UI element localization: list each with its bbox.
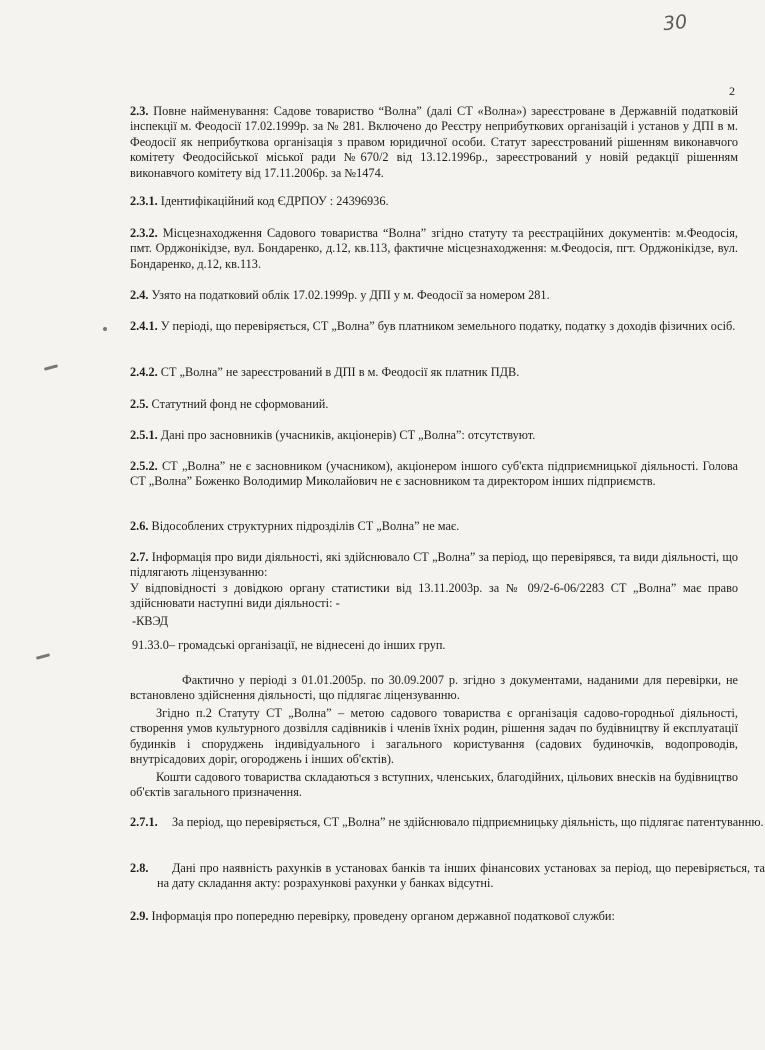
section-number: 2.7. — [130, 550, 149, 564]
section-number: 2.5.2. — [130, 459, 158, 473]
section-text: У періоді, що перевіряється, СТ „Волна” був платником земельного податку, податку з доходів фізичних осіб. — [160, 319, 736, 333]
section-2-4-2 — [130, 365, 738, 380]
section-text: Дані про наявність рахунків в установах банків та інших фінансових установах за період, що перевіряється, та на дату складання акту: розрахункові рахунки у банках відсутні. — [157, 861, 765, 891]
section-number: 2.3.2. — [130, 226, 158, 240]
section-2-8 — [130, 861, 765, 892]
page-number: 2 — [729, 84, 735, 98]
section-2-3-1 — [130, 194, 738, 209]
section-2-7-para-2: Згідно п.2 Статуту СТ „Волна” – метою садового товариства є організація садово-городньої діяльності, створення умов культурного дозвілля садівників і членів їхніх родин, рішення задач по будівництву й експлуатації будинків і споруджень індивідуального і загального користування (садових будиночків, водопроводів, внутрісадових доріг, огороджень і інших об'єктів). — [130, 706, 738, 767]
section-number: 2.3. — [130, 104, 149, 118]
section-text: Відособлених структурних підрозділів СТ „Волна” не має. — [151, 519, 460, 533]
section-2-7 — [130, 550, 738, 612]
section-number: 2.4. — [130, 288, 149, 302]
section-text: СТ „Волна” не зареєстрований в ДПІ в м. Феодосії як платник ПДВ. — [160, 365, 520, 379]
section-2-4-1 — [130, 319, 738, 334]
section-2-5-1 — [130, 428, 738, 443]
section-text: Інформація про попередню перевірку, проведену органом державної податкової служби: — [151, 909, 615, 923]
section-2-7-1 — [130, 815, 765, 830]
section-2-4 — [130, 288, 738, 303]
kved-label: -КВЭД — [132, 614, 168, 628]
kved-item: 91.33.0– громадські організації, не віднесені до інших груп. — [132, 638, 446, 652]
section-text: Статутний фонд не сформований. — [151, 397, 329, 411]
section-2-6 — [130, 519, 738, 534]
section-2-3-2 — [130, 226, 738, 272]
section-number: 2.7.1. — [130, 815, 158, 829]
section-2-7-para-1: Фактично у періоді з 01.01.2005р. по 30.09.2007 р. згідно з документами, наданими для перевірки, не встановлено здійснення діяльності, що підлягає ліцензуванню. — [130, 673, 738, 703]
section-number: 2.5.1. — [130, 428, 158, 442]
section-2-5-2 — [130, 459, 738, 490]
section-number: 2.9. — [130, 909, 149, 923]
section-text: Дані про засновників (учасників, акціонерів) СТ „Волна”: отсутствуют. — [160, 428, 536, 442]
scan-mark — [44, 364, 58, 371]
section-text: Повне найменування: Садове товариство “Волна” (далі СТ «Волна») зареєстроване в Державній податковій інспекції м. Феодосії 17.02.1999р. за № 281. Включено до Реєстру неприбуткових організацій і установ у ДПІ в м. Феодосії як неприбуткова організація з правом юридичної особи. Статут зареєстрований рішенням виконавчого комітету Феодосійської міської ради №670/2 від 13.12.1996р., зареєстрований у новій редакції рішенням виконавчого комітету від 17.11.2006р. за №1474. — [130, 104, 738, 180]
handwritten-page-number: 30 — [661, 10, 689, 36]
section-text: Місцезнаходження Садового товариства “Волна” згідно статуту та реєстраційних документів: м.Феодосія, пмт. Орджонікідзе, вул. Бондаренко, д.12, кв.113, фактичне місцезнаходження: м.Феодосія, пгт. Орджонікідзе, вул. Бондаренко, д.12, кв.113. — [130, 226, 739, 271]
section-2-3 — [130, 104, 738, 181]
section-2-7-para-3: Кошти садового товариства складаються з вступних, членських, благодійних, цільових внесків на будівництво об'єктів загального призначення. — [130, 770, 738, 800]
section-number: 2.8. — [130, 861, 149, 875]
section-number: 2.4.1. — [130, 319, 158, 333]
section-text: Інформація про види діяльності, які здійснювало СТ „Волна” за період, що перевірявся, та види діяльності, що підлягають ліцензуванню: — [130, 550, 739, 580]
section-text: Ідентифікаційний код ЄДРПОУ : 24396936. — [160, 194, 389, 208]
section-2-9 — [130, 909, 738, 924]
statistics-reference: У відповідності з довідкою органу статистики від 13.11.2003р. за № 09/2-6-06/2283 СТ „Волна” має право здійснювати наступні види діяльності: - — [130, 580, 738, 611]
section-number: 2.4.2. — [130, 365, 158, 379]
scan-mark — [36, 653, 50, 660]
section-number: 2.6. — [130, 519, 149, 533]
scan-speck — [103, 327, 107, 331]
section-number: 2.3.1. — [130, 194, 158, 208]
section-2-5 — [130, 397, 738, 412]
section-text: Узято на податковий облік 17.02.1999р. у ДПІ у м. Феодосії за номером 281. — [151, 288, 550, 302]
section-text: За період, що перевіряється, СТ „Волна” не здійснювало підприємницьку діяльність, що підлягає патентуванню. — [172, 815, 764, 829]
section-text: СТ „Волна” не є засновником (учасником), акціонером іншого суб'єкта підприємницької діяльності. Голова СТ „Волна” Боженко Володимир Миколайович не є засновником та директором інших підприємств. — [130, 459, 738, 489]
section-number: 2.5. — [130, 397, 149, 411]
